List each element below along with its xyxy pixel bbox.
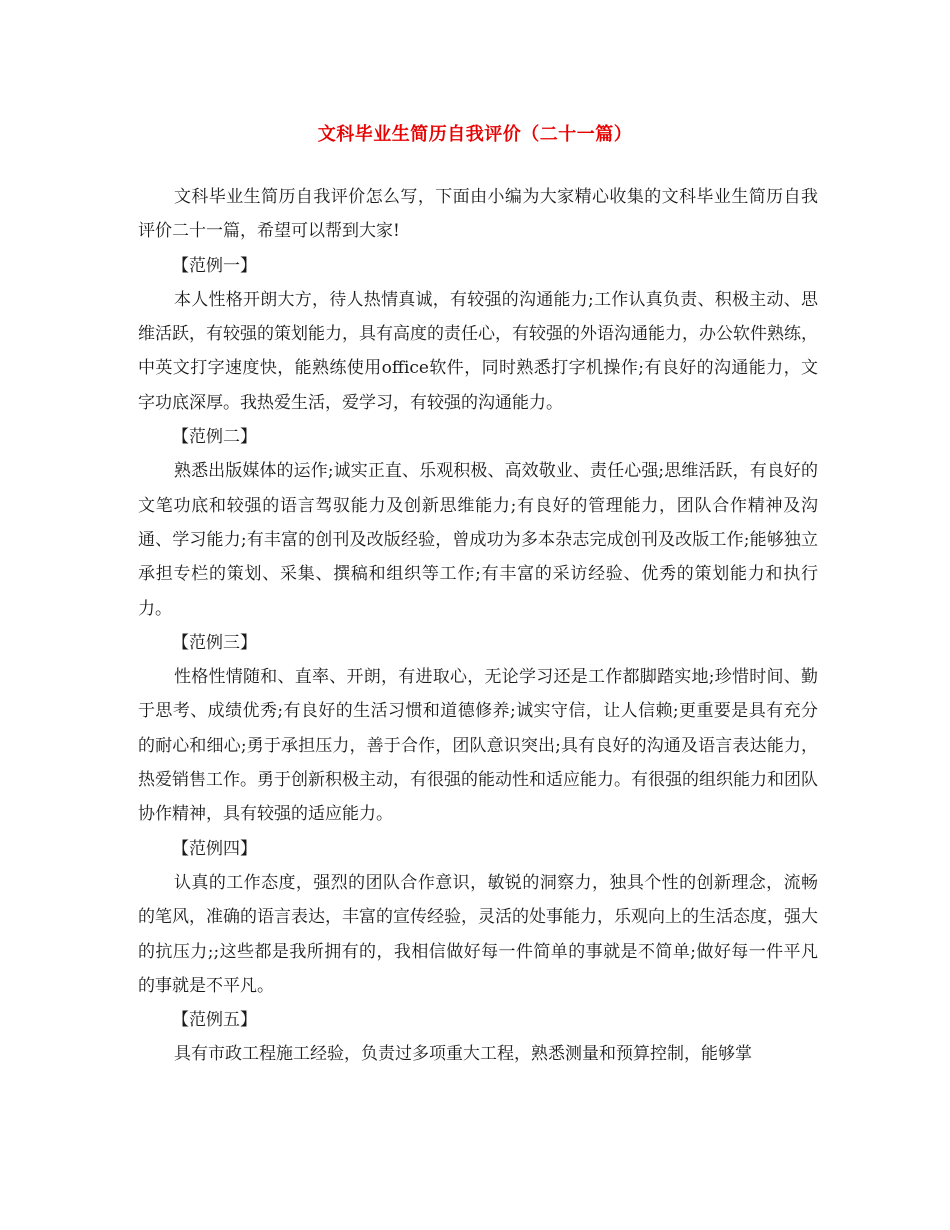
section-heading-1: 【范例一】 <box>172 255 257 276</box>
document-title: 文科毕业生简历自我评价（二十一篇） <box>317 124 633 145</box>
section-paragraph-2: 熟悉出版媒体的运作;诚实正直、乐观积极、高效敬业、责任心强;思维活跃，有良好的文笔功底和较强的语言驾驭能力及创新思维能力;有良好的管理能力，团队合作精神及沟通、学习能力;有丰富的创刊及改版经验，曾成功为多本杂志完成创刊及改版工作;能够独立承担专栏的策划、采集、撰稿和组织等工作;有丰富的采访经验、优秀的策划能力和执行力。 <box>138 461 818 619</box>
section-heading-4: 【范例四】 <box>172 838 257 859</box>
section-paragraph-1: 本人性格开朗大方，待人热情真诚，有较强的沟通能力;工作认真负责、积极主动、思维活跃，有较强的策划能力，具有高度的责任心，有较强的外语沟通能力，办公软件熟练，中英文打字速度快，能熟练使用office软件，同时熟悉打字机操作;有良好的沟通能力，文字功底深厚。我热爱生活，爱学习，有较强的沟通能力。 <box>138 289 818 413</box>
intro-paragraph: 文科毕业生简历自我评价怎么写，下面由小编为大家精心收集的文科毕业生简历自我评价二十一篇，希望可以帮到大家! <box>138 187 818 242</box>
section-paragraph-4: 认真的工作态度，强烈的团队合作意识，敏锐的洞察力，独具个性的创新理念，流畅的笔风，准确的语言表达，丰富的宣传经验，灵活的处事能力，乐观向上的生活态度，强大的抗压力;;这些都是我所拥有的，我相信做好每一件简单的事就是不简单;做好每一件平凡的事就是不平凡。 <box>138 872 818 996</box>
section-paragraph-3: 性格性情随和、直率、开朗，有进取心，无论学习还是工作都脚踏实地;珍惜时间、勤于思考、成绩优秀;有良好的生活习惯和道德修养;诚实守信，让人信赖;更重要是具有充分的耐心和细心;勇于承担压力，善于合作，团队意识突出;具有良好的沟通及语言表达能力，热爱销售工作。勇于创新积极主动，有很强的能动性和适应能力。有很强的组织能力和团队协作精神，具有较强的适应能力。 <box>138 667 818 825</box>
section-paragraph-5: 具有市政工程施工经验，负责过多项重大工程，熟悉测量和预算控制，能够掌 <box>174 1044 752 1065</box>
section-heading-3: 【范例三】 <box>172 632 257 653</box>
section-heading-5: 【范例五】 <box>172 1010 257 1031</box>
section-heading-2: 【范例二】 <box>172 427 257 448</box>
document-body <box>138 180 818 1072</box>
